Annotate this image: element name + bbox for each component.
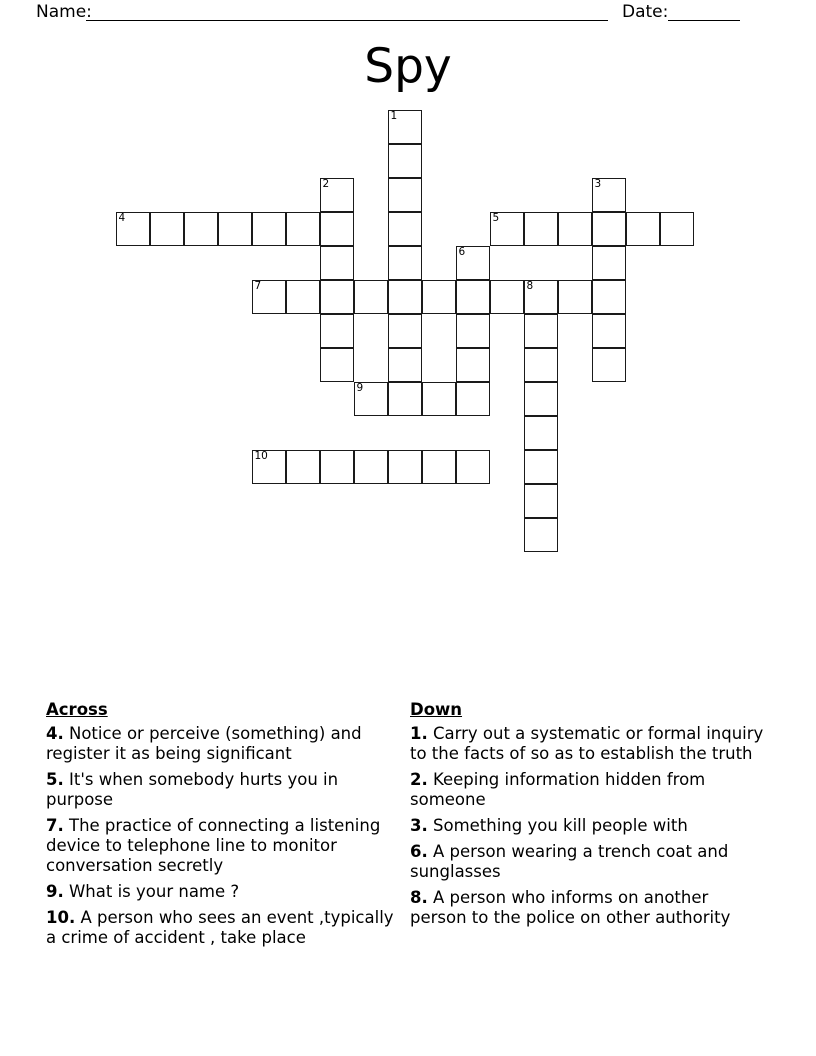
- crossword-cell[interactable]: [320, 348, 354, 382]
- clue-text: It's when somebody hurts you in purpose: [46, 770, 339, 809]
- crossword-cell[interactable]: [252, 212, 286, 246]
- crossword-cell[interactable]: [422, 382, 456, 416]
- clue-number: 7.: [46, 816, 64, 835]
- crossword-cell[interactable]: [524, 212, 558, 246]
- crossword-cell[interactable]: [388, 382, 422, 416]
- clue-number: 6.: [410, 842, 428, 861]
- crossword-cell[interactable]: [524, 450, 558, 484]
- clue-item: [410, 724, 770, 764]
- crossword-cell[interactable]: [456, 348, 490, 382]
- date-label: Date:: [622, 2, 669, 22]
- clue-text: Something you kill people with: [427, 816, 688, 835]
- name-label: Name:: [36, 2, 92, 22]
- crossword-cell[interactable]: [150, 212, 184, 246]
- crossword-cell[interactable]: [320, 178, 354, 212]
- crossword-cell[interactable]: [524, 348, 558, 382]
- clue-item: [410, 816, 770, 836]
- clue-number: 3.: [410, 816, 428, 835]
- clue-item: [410, 888, 770, 928]
- crossword-cell[interactable]: [456, 314, 490, 348]
- crossword-cell-number: 8: [526, 280, 534, 292]
- crossword-cell[interactable]: [388, 348, 422, 382]
- crossword-cell[interactable]: [354, 280, 388, 314]
- crossword-cell[interactable]: [592, 246, 626, 280]
- clues-down-column: [410, 700, 770, 934]
- crossword-cell[interactable]: [320, 246, 354, 280]
- crossword-cell-number: 1: [390, 110, 398, 122]
- crossword-cell[interactable]: [422, 450, 456, 484]
- crossword-cell[interactable]: [388, 110, 422, 144]
- crossword-cell[interactable]: [456, 382, 490, 416]
- crossword-cell[interactable]: [490, 212, 524, 246]
- clues-across-heading: Across: [46, 700, 108, 719]
- crossword-cell[interactable]: [626, 212, 660, 246]
- crossword-cell[interactable]: [320, 280, 354, 314]
- crossword-cell[interactable]: [218, 212, 252, 246]
- clues-across-list: [46, 724, 396, 948]
- crossword-cell-number: 2: [322, 178, 330, 190]
- crossword-cell[interactable]: [388, 144, 422, 178]
- crossword-cell[interactable]: [558, 280, 592, 314]
- clue-text: The practice of connecting a listening device to telephone line to monitor conversation secretly: [46, 816, 381, 875]
- crossword-cell[interactable]: [524, 484, 558, 518]
- crossword-cell[interactable]: [320, 314, 354, 348]
- clue-item: [46, 770, 396, 810]
- crossword-cell[interactable]: [456, 246, 490, 280]
- clue-item: [46, 816, 396, 876]
- crossword-cell[interactable]: [388, 314, 422, 348]
- crossword-cell[interactable]: [388, 280, 422, 314]
- clue-number: 10.: [46, 908, 76, 927]
- crossword-cell[interactable]: [354, 450, 388, 484]
- crossword-cell[interactable]: [422, 280, 456, 314]
- crossword-cell[interactable]: [184, 212, 218, 246]
- crossword-cell[interactable]: [320, 212, 354, 246]
- crossword-cell[interactable]: [116, 212, 150, 246]
- clue-text: A person who sees an event ,typically a crime of accident , take place: [46, 908, 394, 947]
- crossword-cell[interactable]: [388, 178, 422, 212]
- page-title: Spy: [364, 39, 452, 94]
- clue-item: [410, 842, 770, 882]
- crossword-cell[interactable]: [524, 280, 558, 314]
- clue-item: [46, 882, 396, 902]
- crossword-cell-number: 7: [254, 280, 262, 292]
- crossword-cell[interactable]: [286, 450, 320, 484]
- crossword-cell-number: 10: [254, 450, 268, 462]
- clue-text: Carry out a systematic or formal inquiry to the facts of so as to establish the truth: [410, 724, 764, 763]
- clue-number: 1.: [410, 724, 428, 743]
- crossword-cell[interactable]: [320, 450, 354, 484]
- crossword-cell[interactable]: [490, 280, 524, 314]
- clue-item: [410, 770, 770, 810]
- crossword-cell[interactable]: [524, 382, 558, 416]
- crossword-cell-number: 9: [356, 382, 364, 394]
- clue-text: Keeping information hidden from someone: [410, 770, 706, 809]
- crossword-cell[interactable]: [558, 212, 592, 246]
- crossword-cell-number: 5: [492, 212, 500, 224]
- crossword-cell[interactable]: [286, 280, 320, 314]
- crossword-cell-number: 6: [458, 246, 466, 258]
- clue-number: 5.: [46, 770, 64, 789]
- crossword-cell-number: 3: [594, 178, 602, 190]
- crossword-cell[interactable]: [524, 416, 558, 450]
- crossword-cell[interactable]: [524, 518, 558, 552]
- crossword-cell[interactable]: [592, 212, 626, 246]
- crossword-cell[interactable]: [592, 348, 626, 382]
- crossword-cell-number: 4: [118, 212, 126, 224]
- crossword-cell[interactable]: [252, 280, 286, 314]
- clue-text: What is your name ?: [63, 882, 240, 901]
- clue-text: A person wearing a trench coat and sunglasses: [410, 842, 729, 881]
- crossword-cell[interactable]: [660, 212, 694, 246]
- clue-number: 8.: [410, 888, 428, 907]
- crossword-cell[interactable]: [592, 178, 626, 212]
- clues-across-column: [46, 700, 396, 954]
- crossword-cell[interactable]: [388, 212, 422, 246]
- clue-number: 9.: [46, 882, 64, 901]
- crossword-cell[interactable]: [524, 314, 558, 348]
- crossword-cell[interactable]: [252, 450, 286, 484]
- clue-text: A person who informs on another person to the police on other authority: [410, 888, 731, 927]
- crossword-cell[interactable]: [286, 212, 320, 246]
- crossword-cell[interactable]: [354, 382, 388, 416]
- clue-item: [46, 724, 396, 764]
- clue-text: Notice or perceive (something) and register it as being significant: [46, 724, 362, 763]
- crossword-cell[interactable]: [388, 450, 422, 484]
- clues-down-list: [410, 724, 770, 928]
- crossword-cell[interactable]: [592, 280, 626, 314]
- crossword-cell[interactable]: [592, 314, 626, 348]
- crossword-cell[interactable]: [456, 450, 490, 484]
- clues-down-heading: Down: [410, 700, 463, 719]
- clue-number: 4.: [46, 724, 64, 743]
- clue-item: [46, 908, 396, 948]
- crossword-cell[interactable]: [456, 280, 490, 314]
- clue-number: 2.: [410, 770, 428, 789]
- crossword-cell[interactable]: [388, 246, 422, 280]
